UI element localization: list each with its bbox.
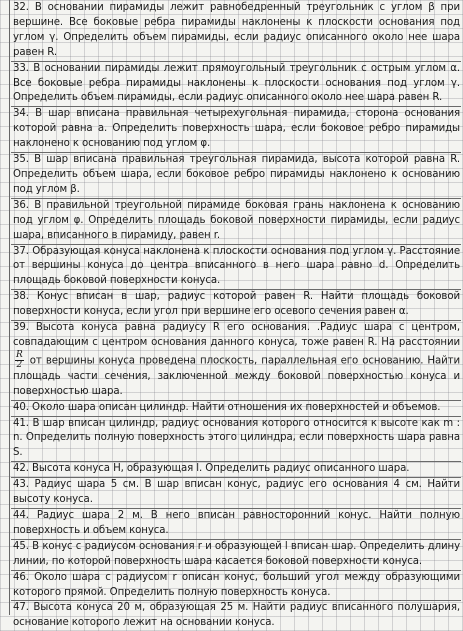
problem-37: 37. Образующая конуса наклонена к плоскости основания под углом γ. Расстояние от вершины конуса до центра вписанного в него шара равно d. Определить площадь боковой поверхности конуса.	[11, 245, 461, 291]
problem-43: 43. Радиус шара 5 см. В шар вписан конус, радиус его основания 4 см. Найти высоту конуса.	[11, 478, 461, 509]
problem-34: 34. В шар вписана правильная четырехугольная пирамида, сторона основания которой равна a. Определить поверхность шара, если боковое ребро пирамиды наклонено к основанию под углом φ.	[11, 107, 461, 153]
problem-42: 42. Высота конуса H, образующая l. Определить радиус описанного шара.	[11, 462, 461, 478]
problem-33: 33. В основании пирамиды лежит прямоугольный треугольник с острым углом α. Все боковые ребра пирамиды наклонены к плоскости основания под углом γ. Определить объем пирамиды, если радиус описанного около нее шара равен R.	[11, 62, 461, 108]
problem-32: 32. В основании пирамиды лежит равнобедренный треугольник с углом β при вершине. Все боковые ребра пирамиды наклонены к плоскости основания под углом γ. Определить объем пирамиды, если радиус описанного около нее шара равен R.	[11, 1, 461, 62]
fraction-numerator: R	[16, 349, 23, 360]
fraction-denominator: 2	[16, 359, 23, 370]
problem-39-text-start: 39. Высота конуса равна радиусу R его основания. .Радиус шара с центром, совпадающим с центром основания данного конуса, тоже равен R. На расстоянии	[13, 322, 460, 348]
margin-line	[9, 0, 10, 615]
problem-35: 35. В шар вписана правильная треугольная пирамида, высота которой равна R. Определить объем шара, если боковое ребро пирамиды наклонено к основанию под углом β.	[11, 153, 461, 199]
problem-44: 44. Радиус шара 2 м. В него вписан равносторонний конус. Найти полную поверхность и объем конуса.	[11, 509, 461, 540]
problem-41: 41. В шар вписан цилиндр, радиус основания которого относится к высоте как m : n. Определить полную поверхность этого цилиндра, если поверхность шара равна S.	[11, 417, 461, 463]
problem-47: 47. Высота конуса 20 м, образующая 25 м. Найти радиус вписанного полушария, основание которого лежит на основании конуса.	[13, 602, 460, 629]
problem-list	[11, 1, 461, 631]
fraction-r-over-2	[15, 351, 24, 370]
problem-46: 46. Около шара с радиусом r описан конус, больший угол между образующими которого прямой. Определить полную поверхность конуса.	[11, 571, 461, 602]
problem-38: 38. Конус вписан в шар, радиус которой равен R. Найти площадь боковой поверхности конуса, если угол при вершине его осевого сечения равен α.	[11, 290, 461, 321]
problem-39	[11, 321, 461, 401]
problem-40: 40. Около шара описан цилиндр. Найти отношения их поверхностей и объемов.	[11, 401, 461, 417]
problem-36: 36. В правильной треугольной пирамиде боковая грань наклонена к основанию под углом φ. Определить площадь боковой поверхности пирамиды, если радиус шара, вписанного в пирамиду, равен r.	[11, 199, 461, 245]
problem-39-text-end: от вершины конуса проведена плоскость, параллельная его основанию. Найти площадь части сечения, заключенной между боковой поверхностью конуса и поверхностью шара.	[13, 355, 460, 397]
problem-45: 45. В конус с радиусом основания r и образующей l вписан шар. Определить длину линии, по которой поверхность шара касается боковой поверхности конуса.	[11, 540, 461, 571]
